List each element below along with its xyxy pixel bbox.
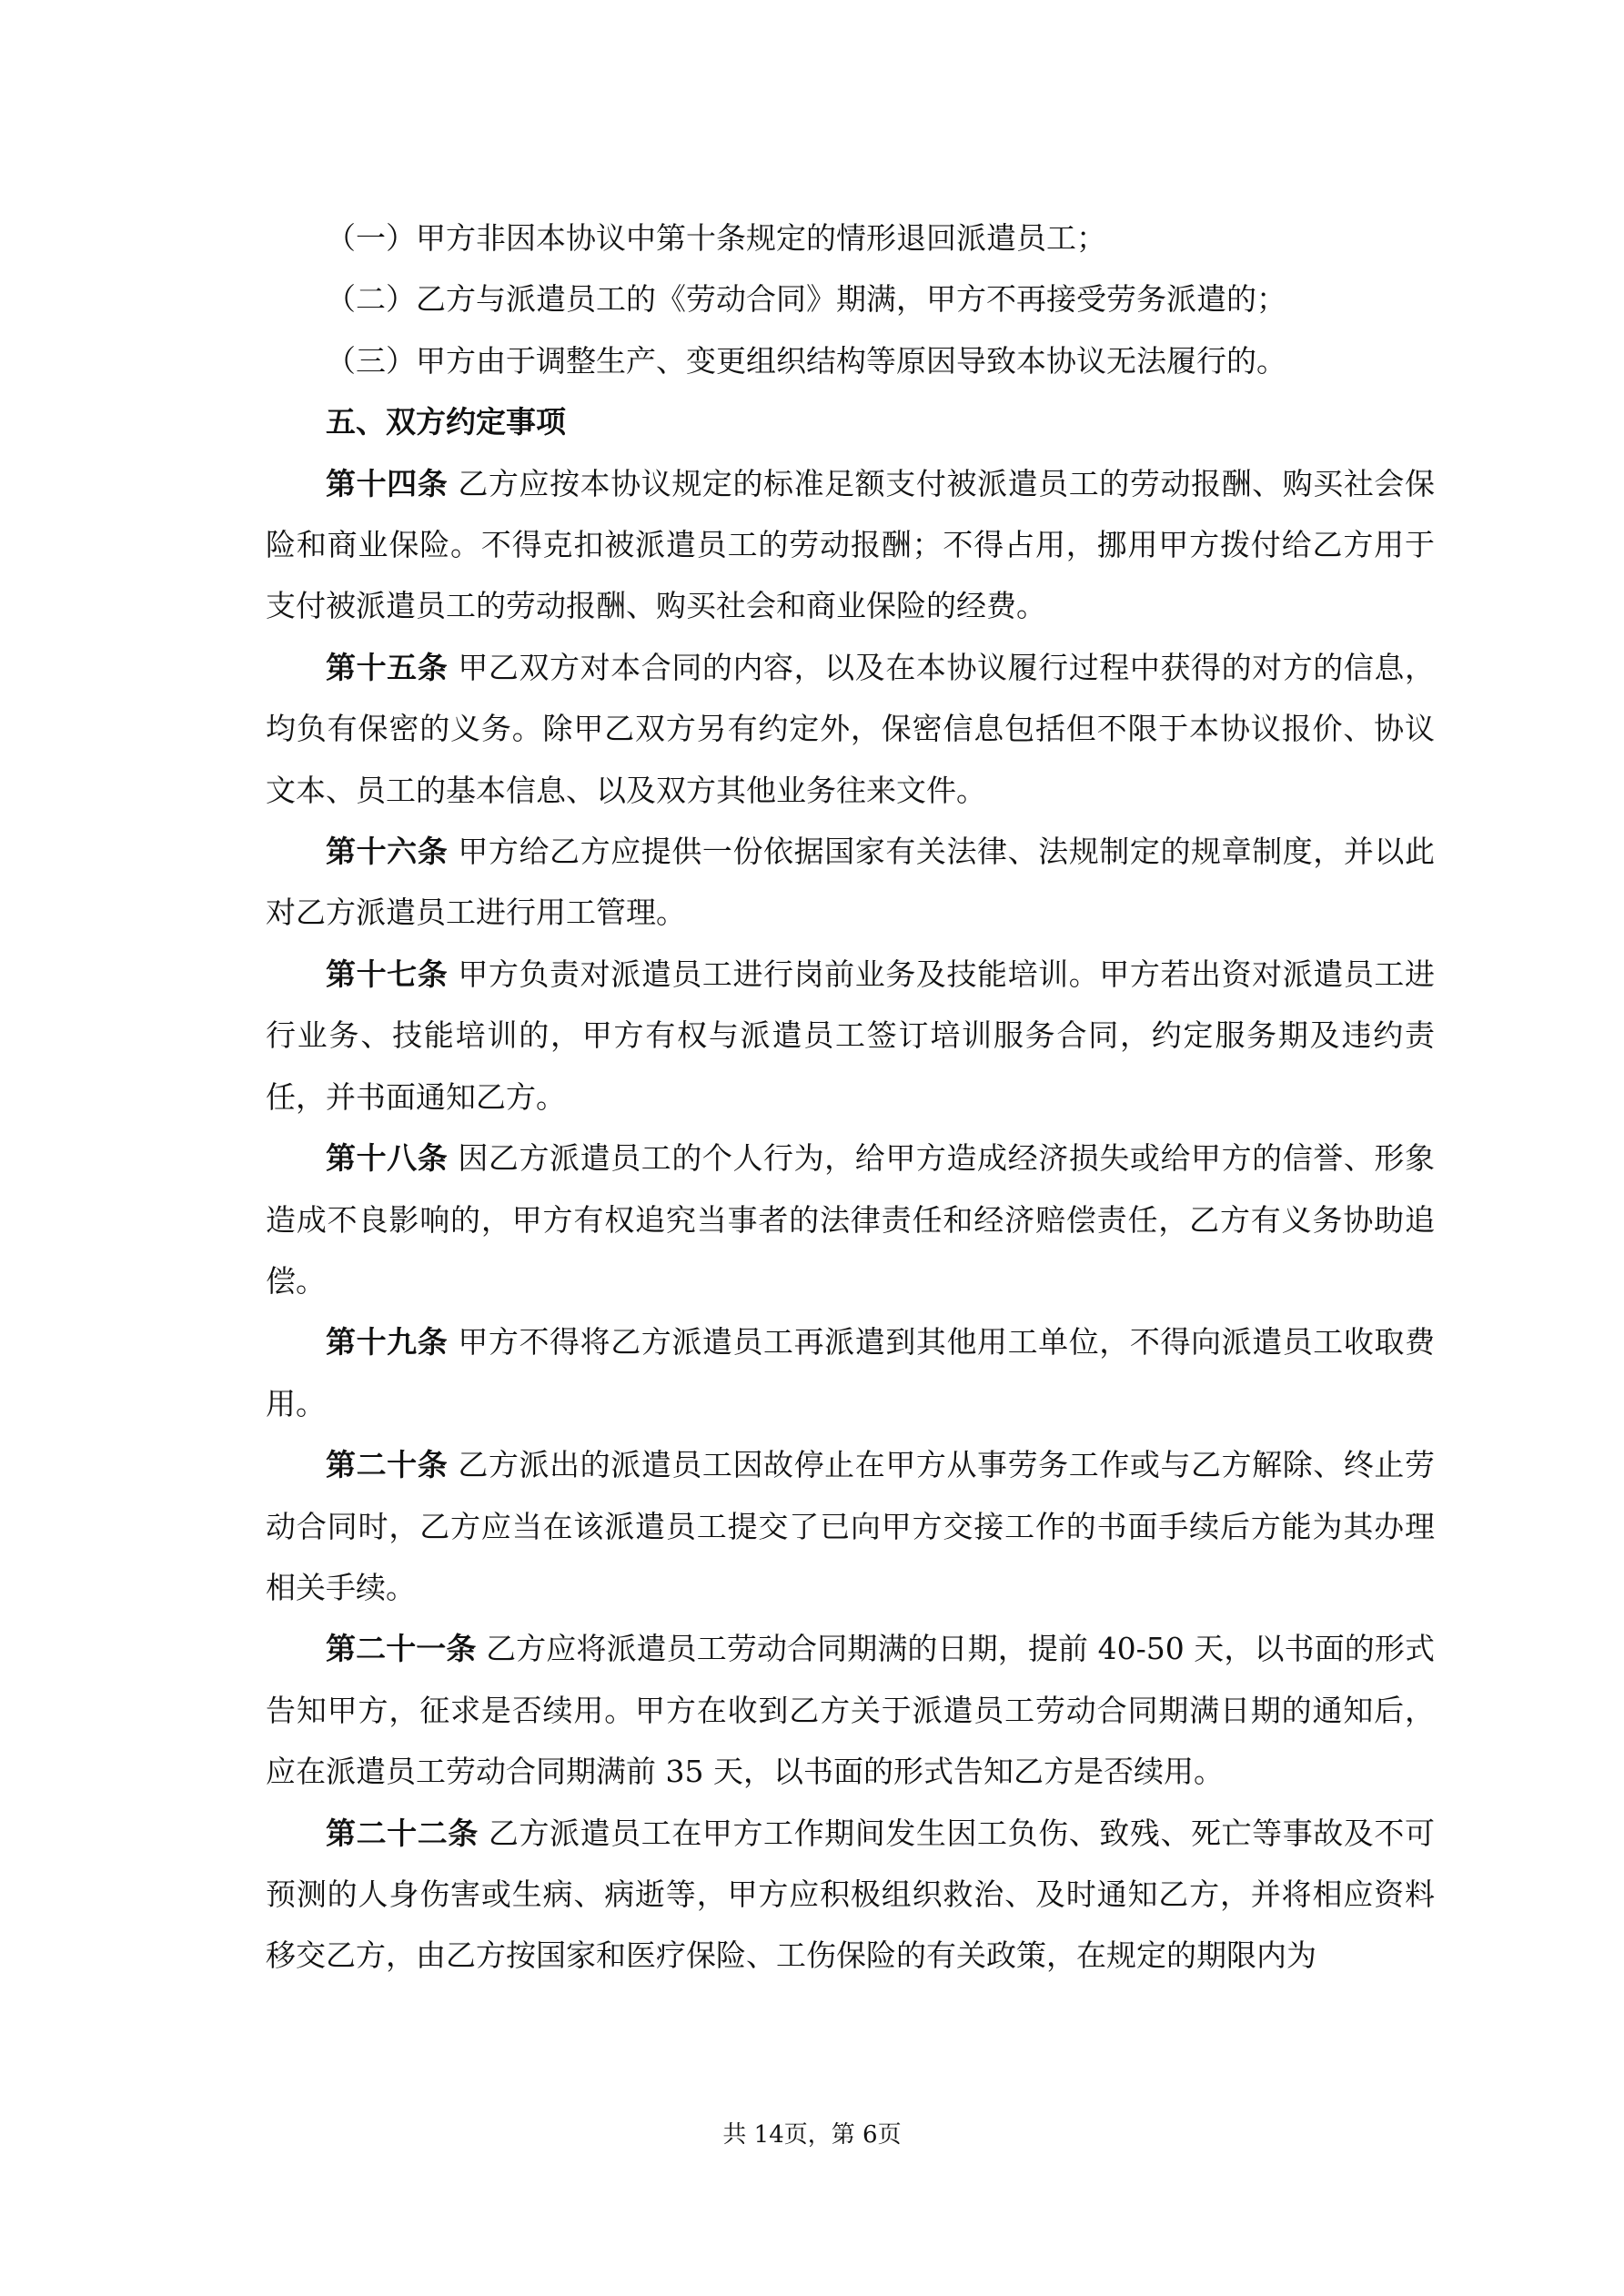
- article-text: 乙方应将派遣员工劳动合同期满的日期，提前 40-50 天，以书面的形式告知甲方，征求是否续用。甲方在收到乙方关于派遣员工劳动合同期满日期的通知后，应在派遣员工劳动合同期满前 35 天，以书面的形式告知乙方是否续用。: [266, 1631, 1435, 1790]
- list-item-3: （三）甲方由于调整生产、变更组织结构等原因导致本协议无法履行的。: [326, 342, 1286, 379]
- article-text: 甲方负责对派遣员工进行岗前业务及技能培训。甲方若出资对派遣员工进行业务、技能培训的，甲方有权与派遣员工签订培训服务合同，约定服务期及违约责任，并书面通知乙方。: [266, 956, 1435, 1115]
- article-text: 因乙方派遣员工的个人行为，给甲方造成经济损失或给甲方的信誉、形象造成不良影响的，甲方有权追究当事者的法律责任和经济赔偿责任，乙方有义务协助追偿。: [266, 1140, 1435, 1299]
- article-label: 第十八条: [326, 1140, 449, 1177]
- article-text: 乙方派遣员工在甲方工作期间发生因工负伤、致残、死亡等事故及不可预测的人身伤害或生病、病逝等，甲方应积极组织救治、及时通知乙方，并将相应资料移交乙方，由乙方按国家和医疗保险、工伤保险的有关政策，在规定的期限内为: [266, 1815, 1436, 1974]
- article-label: 第十五条: [326, 649, 449, 685]
- article-18: [266, 1128, 1435, 1311]
- list-item-1: （一）甲方非因本协议中第十条规定的情形退回派遣员工；: [326, 220, 1106, 256]
- article-19: [266, 1311, 1435, 1434]
- article-label: 第二十条: [326, 1447, 449, 1483]
- article-label: 第十六条: [326, 834, 449, 870]
- article-15: [266, 637, 1435, 821]
- article-text: 甲方不得将乙方派遣员工再派遣到其他用工单位，不得向派遣员工收取费用。: [266, 1324, 1435, 1421]
- article-label: 第十九条: [326, 1324, 449, 1360]
- document-body: [266, 207, 1435, 1987]
- article-label: 第十四条: [326, 465, 449, 501]
- page-footer: 共 14页，第 6页: [722, 2121, 902, 2149]
- article-16: [266, 821, 1435, 944]
- article-20: [266, 1434, 1435, 1618]
- article-label: 第二十二条: [326, 1815, 479, 1851]
- article-text: 乙方应按本协议规定的标准足额支付被派遣员工的劳动报酬、购买社会保险和商业保险。不得克扣被派遣员工的劳动报酬；不得占用，挪用甲方拨付给乙方用于支付被派遣员工的劳动报酬、购买社会和商业保险的经费。: [266, 465, 1435, 624]
- article-text: 甲乙双方对本合同的内容，以及在本协议履行过程中获得的对方的信息，均负有保密的义务。除甲乙双方另有约定外，保密信息包括但不限于本协议报价、协议文本、员工的基本信息、以及双方其他业务往来文件。: [266, 649, 1435, 808]
- article-label: 第十七条: [326, 956, 449, 992]
- article-14: [266, 453, 1435, 637]
- section-heading: 五、双方约定事项: [326, 404, 566, 440]
- article-text: 乙方派出的派遣员工因故停止在甲方从事劳务工作或与乙方解除、终止劳动合同时，乙方应当在该派遣员工提交了已向甲方交接工作的书面手续后方能为其办理相关手续。: [266, 1447, 1435, 1605]
- article-label: 第二十一条: [326, 1631, 477, 1667]
- article-22: [266, 1803, 1435, 1987]
- article-text: 甲方给乙方应提供一份依据国家有关法律、法规制定的规章制度，并以此对乙方派遣员工进行用工管理。: [266, 834, 1435, 931]
- article-17: [266, 944, 1435, 1128]
- list-item-2: （二）乙方与派遣员工的《劳动合同》期满，甲方不再接受劳务派遣的；: [326, 281, 1286, 318]
- article-21: [266, 1618, 1435, 1802]
